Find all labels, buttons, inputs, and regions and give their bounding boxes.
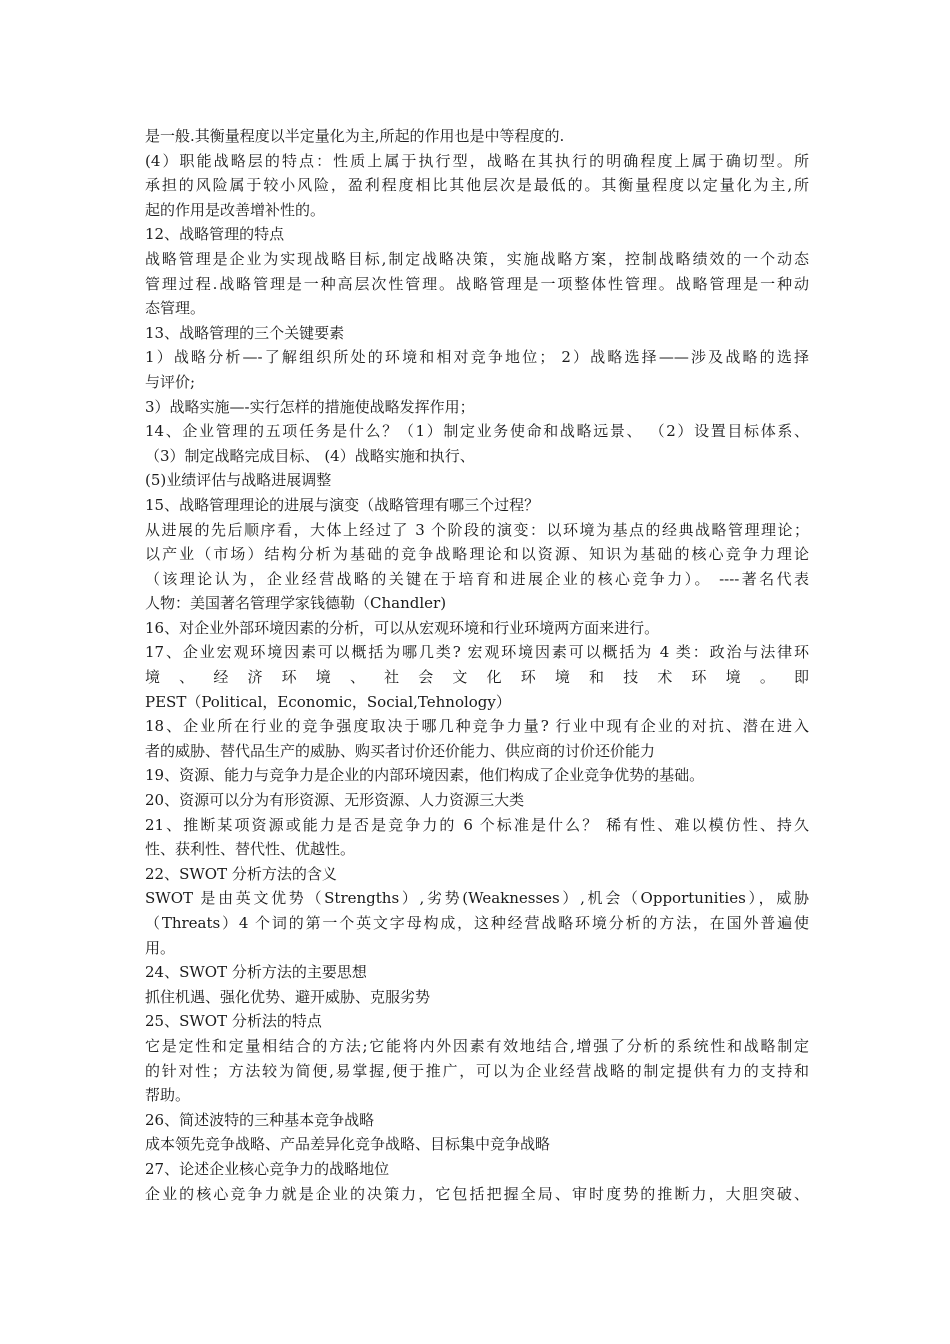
- text-line: （Threats）4 个词的第一个英文字母构成，这种经营战略环境分析的方法，在国外普遍使: [145, 914, 809, 932]
- text-line: 12、战略管理的特点: [145, 225, 285, 244]
- text-line: 13、战略管理的三个关键要素: [145, 323, 345, 342]
- text-line: 的针对性；方法较为简便,易掌握,便于推广，可以为企业经营战略的制定提供有力的支持和: [145, 1061, 809, 1080]
- text-line: 以产业（市场）结构分析为基础的竞争战略理论和以资源、知识为基础的核心竞争力理论: [145, 545, 809, 564]
- text-line: 者的威胁、替代品生产的威胁、购买者讨价还价能力、供应商的讨价还价能力: [145, 741, 656, 760]
- text-line: 战略管理是企业为实现战略目标,制定战略决策，实施战略方案，控制战略绩效的一个动态: [145, 249, 809, 268]
- text-line: 性、获利性、替代性、优越性。: [145, 840, 356, 859]
- text-line: 26、简述波特的三种基本竞争战略: [145, 1110, 375, 1129]
- text-line: 1）战略分析—-了解组织所处的环境和相对竞争地位； 2）战略选择——涉及战略的选择: [145, 348, 809, 367]
- text-line: 抓住机遇、强化优势、避开威胁、克服劣势: [145, 987, 431, 1006]
- text-line: (4）职能战略层的特点：性质上属于执行型，战略在其执行的明确程度上属于确切型。所: [145, 151, 809, 170]
- text-line: 27、论述企业核心竞争力的战略地位: [145, 1159, 390, 1178]
- text-line: 起的作用是改善增补性的。: [145, 200, 326, 219]
- document-body: [145, 124, 809, 1206]
- text-line: 承担的风险属于较小风险，盈利程度相比其他层次是最低的。其衡量程度以定量化为主,所: [145, 176, 809, 195]
- text-line: 21、推断某项资源或能力是否是竞争力的 6 个标准是什么？ 稀有性、难以模仿性、持久: [145, 815, 809, 834]
- text-line: 成本领先竞争战略、产品差异化竞争战略、目标集中竞争战略: [145, 1135, 551, 1154]
- text-line: 人物：美国著名管理学家钱德勒（Chandler): [145, 594, 447, 613]
- text-line: 从进展的先后顺序看，大体上经过了 3 个阶段的演变：以环境为基点的经典战略管理理论；: [145, 520, 809, 539]
- text-line: 15、战略管理理论的进展与演变（战略管理有哪三个过程？: [145, 495, 540, 514]
- text-line: 14、企业管理的五项任务是什么？（1）制定业务使命和战略远景、 （2）设置目标体系、: [145, 422, 809, 441]
- text-line: SWOT 是由英文优势（Strengths）,劣势(Weaknesses）,机会（Opportunities），威胁: [145, 889, 809, 908]
- text-line: 管理过程.战略管理是一种高层次性管理。战略管理是一项整体性管理。战略管理是一种动: [145, 274, 809, 293]
- text-line: 17、企业宏观环境因素可以概括为哪几类? 宏观环境因素可以概括为 4 类：政治与法律环: [145, 643, 809, 662]
- text-line: 18、企业所在行业的竞争强度取决于哪几种竞争力量? 行业中现有企业的对抗、潜在进入: [145, 717, 809, 736]
- text-line: 20、资源可以分为有形资源、无形资源、人力资源三大类: [145, 791, 525, 810]
- text-line: 企业的核心竞争力就是企业的决策力，它包括把握全局、审时度势的推断力，大胆突破、: [145, 1184, 809, 1203]
- text-line: （3）制定战略完成目标、 (4）战略实施和执行、: [145, 446, 475, 465]
- text-line: 24、SWOT 分析方法的主要思想: [145, 963, 367, 982]
- text-line: 用。: [145, 938, 176, 957]
- text-line: 16、对企业外部环境因素的分析，可以从宏观环境和行业环境两方面来进行。: [145, 618, 660, 637]
- text-line: 帮助。: [145, 1086, 191, 1105]
- text-line: （该理论认为，企业经营战略的关键在于培育和进展企业的核心竞争力）。 ----著名代表: [145, 569, 809, 588]
- text-line: 是一般.其衡量程度以半定量化为主,所起的作用也是中等程度的.: [145, 127, 565, 145]
- text-line: (5)业绩评估与战略进展调整: [145, 471, 332, 490]
- text-line: 它是定性和定量相结合的方法;它能将内外因素有效地结合,增强了分析的系统性和战略制定: [145, 1036, 809, 1055]
- text-line: 3）战略实施—-实行怎样的措施使战略发挥作用；: [145, 397, 475, 416]
- text-line: 境 、 经 济 环 境 、 社 会 文 化 环 境 和 技 术 环 境 。 即: [145, 668, 809, 687]
- text-line: PEST（Political，Economic，Social,Tehnology）: [145, 692, 511, 711]
- text-line: 与评价;: [145, 372, 196, 391]
- text-line: 态管理。: [145, 299, 206, 318]
- text-line: 22、SWOT 分析方法的含义: [145, 864, 337, 883]
- text-line: 25、SWOT 分析法的特点: [145, 1012, 322, 1031]
- text-line: 19、资源、能力与竞争力是企业的内部环境因素，他们构成了企业竞争优势的基础。: [145, 766, 705, 785]
